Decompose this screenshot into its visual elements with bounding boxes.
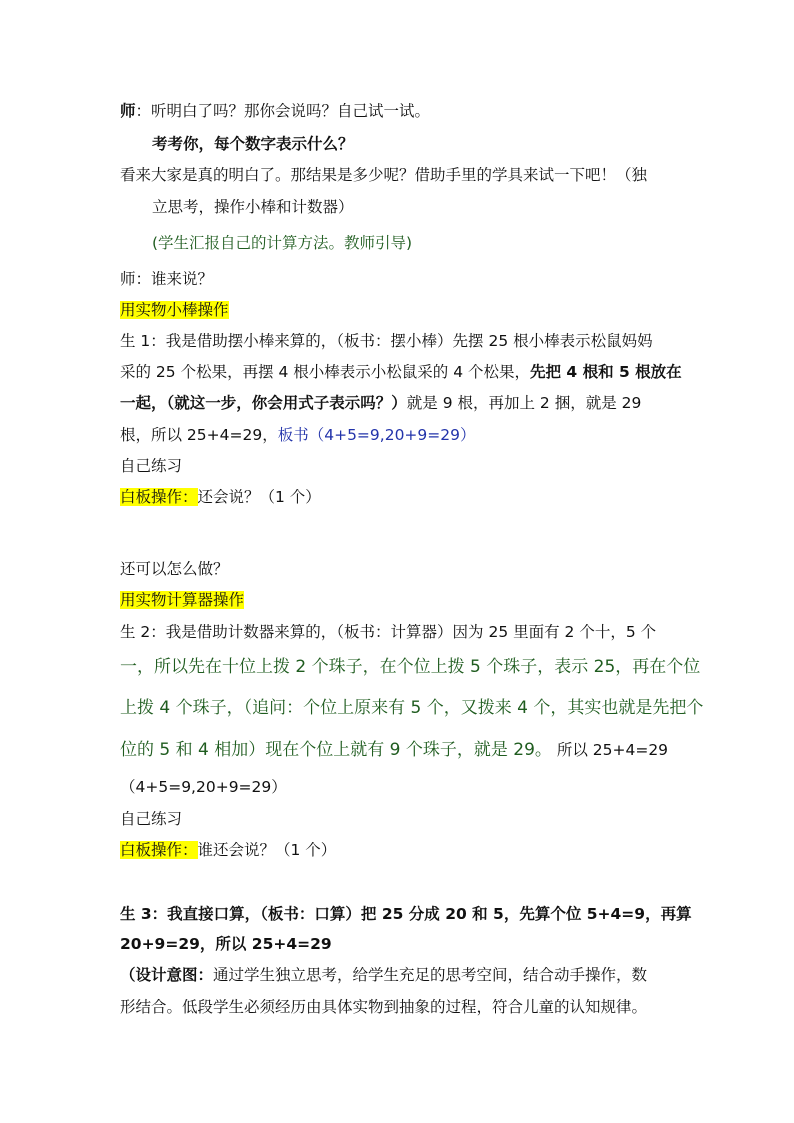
student1-bold-text: 先把 4 根和 5 根放在 [530,363,682,381]
student1-line-4 [120,424,680,446]
whiteboard-line-2 [120,839,680,861]
design-intent-line-1 [120,964,680,986]
student2-line-1: 生 2：我是借助计数器来算的，（板书：计算器）因为 25 里面有 2 个十，5 个 [120,623,657,641]
design-intent-line-2: 形结合。低段学生必须经历由具体实物到抽象的过程，符合儿童的认知规律。 [120,998,648,1016]
section-heading-counter [120,589,680,611]
design-intent-text: 通过学生独立思考，给学生充足的思考空间，结合动手操作，数 [213,966,648,984]
student-report-note: (学生汇报自己的计算方法。教师引导) [152,234,413,252]
whiteboard-label: 白板操作： [120,488,198,506]
student2-line-3: 上拨 4 个珠子，（追问：个位上原来有 5 个，又拨来 4 个，其实也就是先把个 [120,698,704,718]
practice-label: 自己练习 [120,810,183,828]
whiteboard-line-1 [120,486,680,508]
student2-line-4 [120,739,680,761]
student1-bold-question: 一起，（就这一步，你会用式子表示吗？） [120,394,407,412]
highlight-heading: 用实物小棒操作 [120,301,229,319]
student2-green-text: 位的 5 和 4 相加）现在个位上就有 9 个珠子，就是 29。 [120,740,552,760]
paragraph-line: 立思考，操作小棒和计数器） [152,198,354,216]
design-intent-label: （设计意图： [120,966,214,984]
section-heading-sticks [120,299,680,321]
student2-text: 所以 25+4=29 [551,741,669,759]
highlight-heading: 用实物计算器操作 [120,591,245,609]
student1-text: 就是 9 根，再加上 2 捆，就是 29 [406,394,642,412]
student2-line-5: （4+5=9,20+9=29） [120,778,287,796]
quiz-prompt: 考考你，每个数字表示什么？ [152,135,354,153]
whiteboard-label: 白板操作： [120,841,198,859]
board-note: 板书（4+5=9,20+9=29） [277,426,476,444]
student3-line-2: 20+9=29，所以 25+4=29 [120,935,332,953]
student1-text: 根，所以 25+4=29， [120,426,278,444]
teacher-line-text: ：听明白了吗？那你会说吗？自己试一试。 [135,102,431,120]
student2-line-2: 一，所以先在十位上拨 2 个珠子，在个位上拨 5 个珠子，表示 25，再在个位 [120,657,701,677]
practice-label: 自己练习 [120,457,183,475]
student3-line-1: 生 3：我直接口算，（板书：口算）把 25 分成 20 和 5，先算个位 5+4=9，再算 [120,905,692,923]
whiteboard-text: 谁还会说？（1 个） [197,841,337,859]
student1-line-1: 生 1：我是借助摆小棒来算的，（板书：摆小棒）先摆 25 根小棒表示松鼠妈妈 [120,332,653,350]
paragraph-line: 看来大家是真的明白了。那结果是多少呢？借助手里的学具来试一下吧！（独 [120,166,648,184]
student1-line-3 [120,392,680,414]
alternative-question: 还可以怎么做？ [120,560,229,578]
teacher-question: 师：谁来说？ [120,270,214,288]
student1-text: 采的 25 个松果，再摆 4 根小棒表示小松鼠采的 4 个松果， [120,363,531,381]
whiteboard-text: 还会说？（1 个） [197,488,321,506]
teacher-line-1 [120,100,680,122]
speaker-label: 师 [120,102,136,120]
student1-line-2 [120,361,680,383]
